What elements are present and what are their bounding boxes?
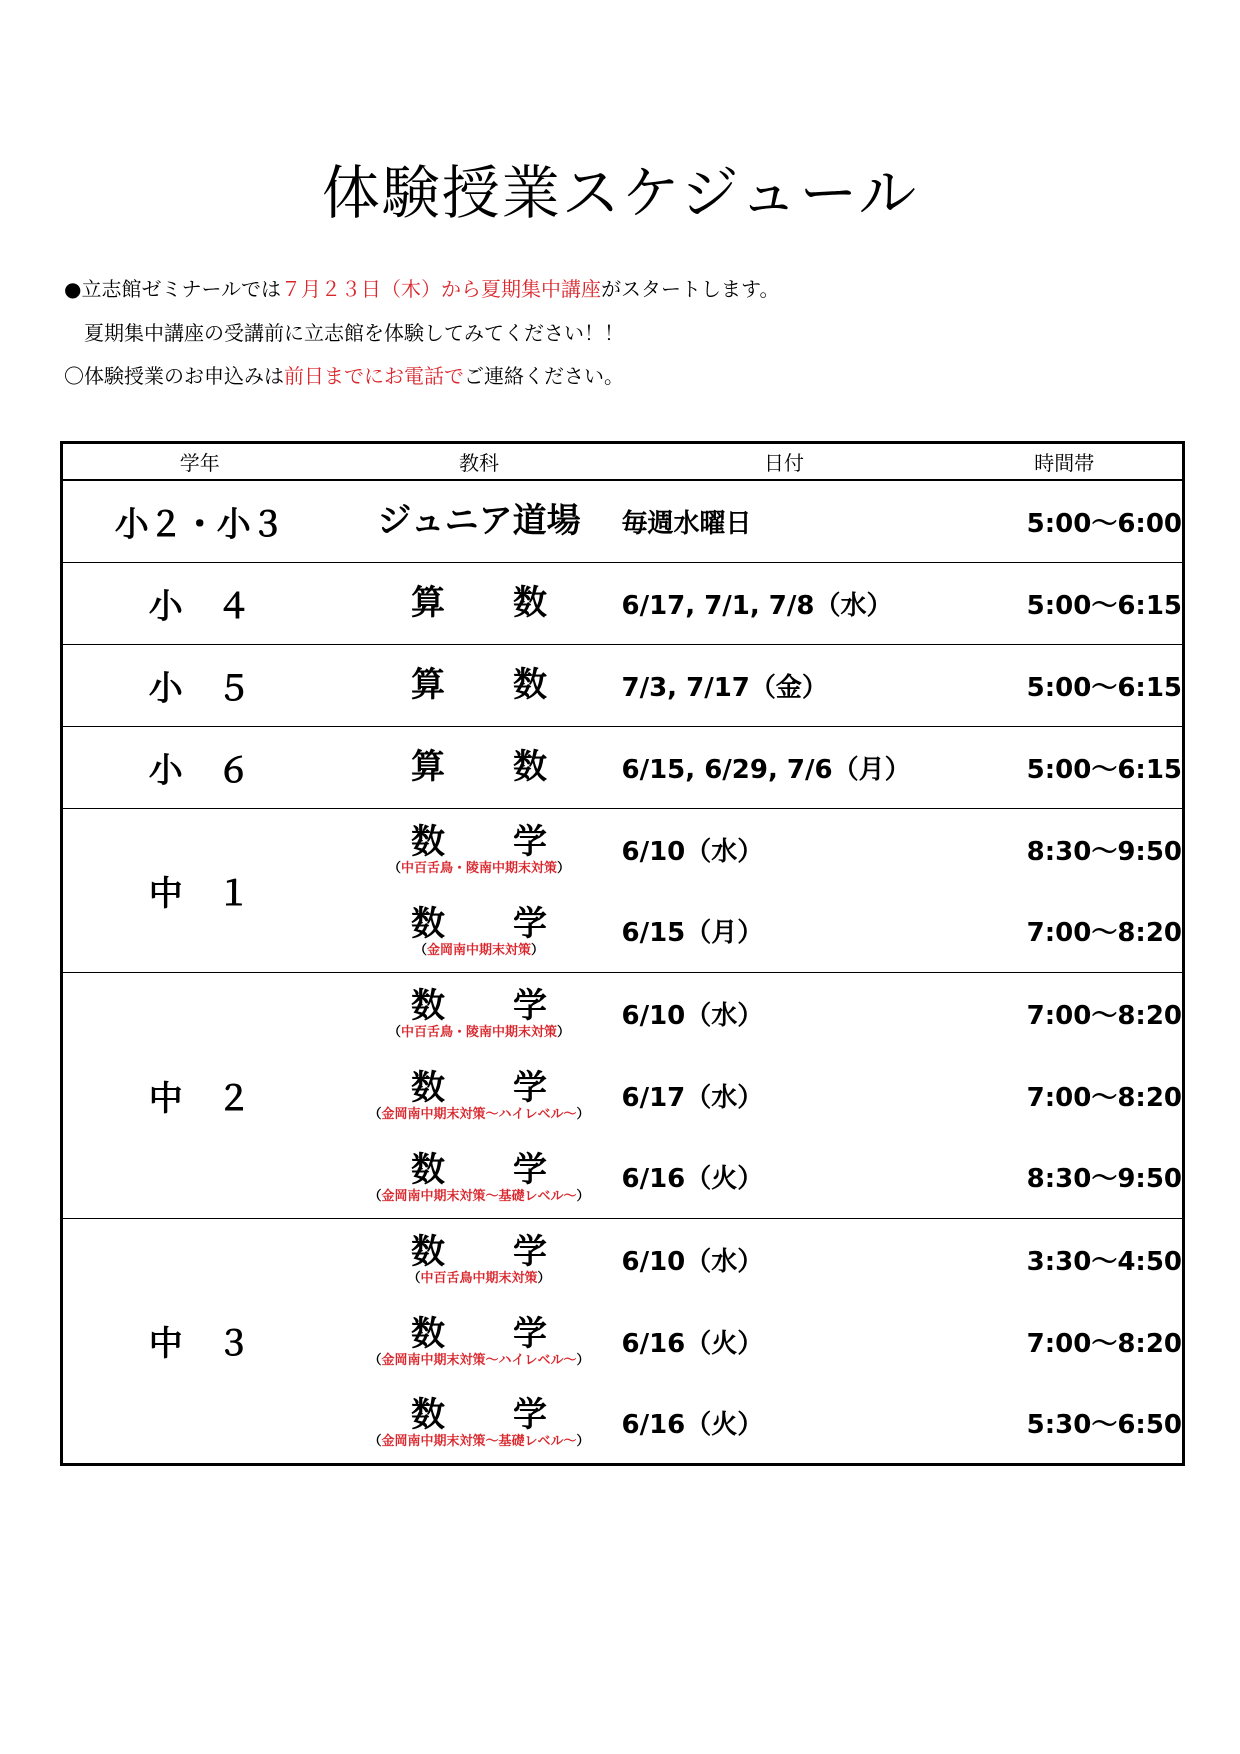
subject-cell (337, 562, 622, 644)
date-cell: 6/15（月） (621, 918, 764, 949)
grade-cell: 小 ６ (62, 726, 337, 808)
table-row (62, 726, 1184, 808)
subject-name: 数 学 (411, 903, 547, 944)
subject-note: （金岡南中期末対策〜ハイレベル〜） (368, 1353, 590, 1368)
subject-note: （中百舌鳥・陵南中期末対策） (387, 1025, 571, 1041)
subject-note-text: 中百舌鳥中期末対策 (420, 1271, 538, 1287)
date-cell: 6/17, 7/1, 7/8（水） (622, 562, 947, 644)
grade-cell: 小 ５ (62, 644, 337, 726)
intro-text: ご連絡ください。 (464, 364, 624, 388)
header-grade: 学年 (62, 443, 337, 481)
subject-name: 数 学 (411, 1068, 547, 1108)
time-cell: 7:00〜8:20 (1026, 918, 1182, 949)
date-cell: 6/17（水） (621, 1082, 764, 1113)
subject-note-text: 中百舌鳥・陵南中期末対策 (400, 861, 557, 877)
subject-cell (337, 890, 622, 972)
subject-note: （金岡南中期末対策〜基礎レベル〜） (368, 1188, 590, 1204)
subject-name: 算 数 (411, 747, 547, 787)
subject-name: 数 学 (411, 1314, 547, 1354)
subject-note: （金岡南中期末対策） (413, 942, 545, 958)
grade-cell: 中 ３ (62, 1218, 337, 1464)
time-cell: 7:00〜8:20 (1026, 1082, 1182, 1113)
subject-name: 数 学 (411, 986, 547, 1027)
time-cell: 5:00〜6:00 (1026, 508, 1182, 539)
grade-cell: 中 ２ (62, 972, 337, 1218)
time-cell: 5:00〜6:15 (947, 644, 1184, 726)
subject-name: 算 数 (411, 583, 547, 623)
page-title: 体験授業スケジュール (321, 159, 919, 227)
grade-cell: 小２・小３ (114, 504, 285, 545)
subject-cell (337, 1382, 622, 1464)
subject-cell (337, 1136, 622, 1218)
subject-cell (337, 1218, 622, 1300)
subject-cell (337, 726, 622, 808)
table-row (62, 972, 1184, 1054)
subject-name: 数 学 (411, 1149, 547, 1190)
intro-line-2 (64, 321, 624, 345)
intro-line-1 (64, 277, 779, 301)
header-date: 日付 (622, 443, 947, 481)
subject-cell (337, 808, 622, 890)
subject-name: 数 学 (411, 1232, 547, 1273)
header-time: 時間帯 (947, 443, 1184, 481)
intro-line-3 (64, 364, 624, 388)
subject-name: 数 学 (411, 1395, 547, 1436)
intro-text: ●立志館ゼミナールでは (64, 277, 282, 301)
date-cell: 6/10（水） (622, 808, 947, 890)
time-cell: 5:00〜6:15 (947, 726, 1184, 808)
table-row (62, 562, 1184, 644)
time-cell: 8:30〜9:50 (947, 808, 1184, 890)
date-cell: 6/16（火） (621, 1164, 764, 1195)
time-cell: 7:00〜8:20 (947, 972, 1184, 1054)
subject-name: 数 学 (411, 822, 547, 863)
subject-cell (337, 644, 622, 726)
date-cell: 6/10（水） (622, 972, 947, 1054)
date-cell: 6/16（火） (621, 1409, 764, 1440)
schedule-body (62, 480, 1184, 1464)
subject-cell (337, 480, 622, 562)
intro-highlight: ７月２３日（木）から夏期集中講座 (281, 277, 602, 301)
subject-note-text: 金岡南中期末対策 (426, 942, 531, 958)
grade-cell: 小 ４ (62, 562, 337, 644)
time-cell: 7:00〜8:20 (1026, 1328, 1182, 1359)
subject-name: ジュニア道場 (377, 501, 581, 542)
subject-note-text: 金岡南中期末対策〜ハイレベル〜 (381, 1107, 577, 1122)
schedule-table (60, 441, 1185, 1466)
time-cell: 8:30〜9:50 (1026, 1164, 1182, 1195)
subject-note: （金岡南中期末対策〜基礎レベル〜） (368, 1434, 590, 1450)
subject-note-text: 中百舌鳥・陵南中期末対策 (400, 1025, 557, 1041)
header-subject: 教科 (337, 443, 622, 481)
time-cell: 5:30〜6:50 (1026, 1409, 1182, 1440)
intro-text: 夏期集中講座の受講前に立志館を体験してみてください！！ (64, 321, 624, 345)
intro-highlight: 前日までにお電話で (284, 364, 464, 388)
subject-note-text: 金岡南中期末対策〜基礎レベル〜 (381, 1188, 577, 1204)
subject-note-text: 金岡南中期末対策〜基礎レベル〜 (381, 1434, 577, 1450)
grade-cell: 中 １ (62, 808, 337, 972)
table-row (62, 480, 1184, 562)
table-row (62, 1218, 1184, 1300)
subject-name: 算 数 (411, 665, 547, 705)
table-row (62, 808, 1184, 890)
subject-note-text: 金岡南中期末対策〜ハイレベル〜 (381, 1353, 577, 1368)
subject-cell (337, 1054, 622, 1136)
date-cell: 6/15, 6/29, 7/6（月） (622, 726, 947, 808)
table-header-row (62, 443, 1184, 481)
subject-note: （金岡南中期末対策〜ハイレベル〜） (368, 1107, 590, 1122)
table-row (62, 644, 1184, 726)
intro-text: がスタートします。 (601, 277, 780, 301)
subject-note: （中百舌鳥中期末対策） (407, 1271, 551, 1287)
date-cell: 6/10（水） (622, 1218, 947, 1300)
intro-text: 〇体験授業のお申込みは (64, 364, 284, 388)
subject-note: （中百舌鳥・陵南中期末対策） (387, 861, 571, 877)
date-cell: 毎週水曜日 (621, 508, 752, 539)
subject-cell (337, 1300, 622, 1382)
date-cell: 6/16（火） (621, 1328, 764, 1359)
time-cell: 3:30〜4:50 (947, 1218, 1184, 1300)
date-cell: 7/3, 7/17（金） (622, 644, 947, 726)
subject-cell (337, 972, 622, 1054)
time-cell: 5:00〜6:15 (947, 562, 1184, 644)
